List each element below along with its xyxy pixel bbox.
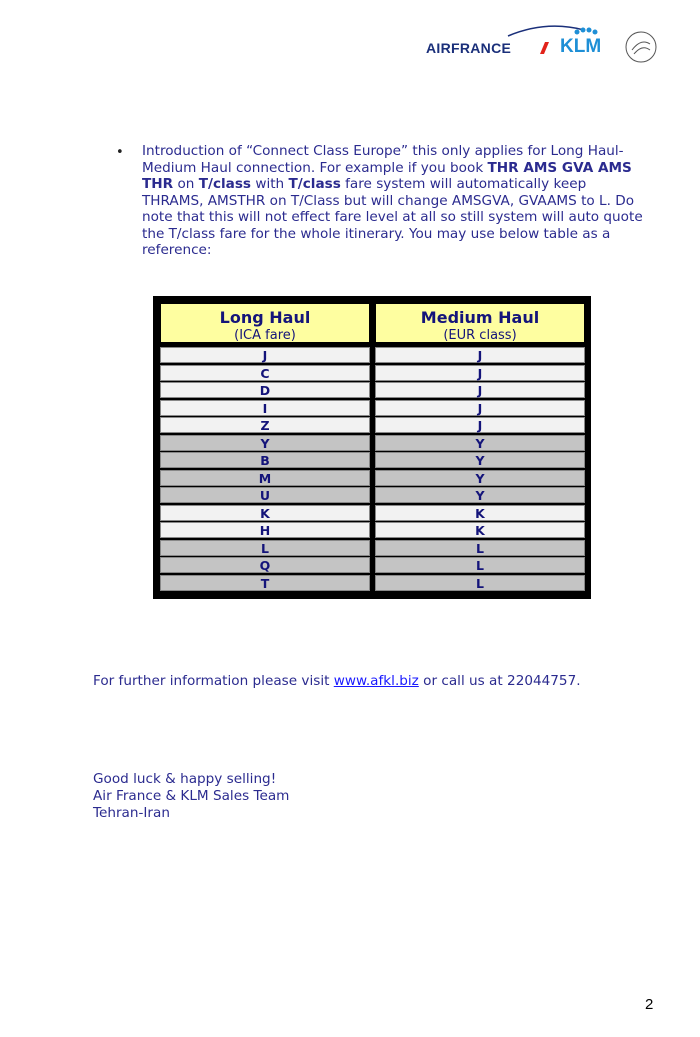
medium-haul-cell: Y: [375, 470, 585, 486]
bullet-paragraph: [142, 143, 646, 259]
airfrance-wordmark: AIRFRANCE: [426, 40, 512, 56]
medium-haul-cell: J: [375, 347, 585, 363]
long-haul-cell: U: [160, 487, 370, 503]
medium-haul-cell: K: [375, 505, 585, 521]
bullet-text-1: Introduction of “Connect Class Europe” this only applies for Long Haul-Medium Haul connection. For example if you book: [142, 143, 624, 176]
medium-haul-cell: J: [375, 382, 585, 398]
medium-haul-cell: K: [375, 522, 585, 538]
bullet-class-1: T/class: [198, 176, 252, 192]
medium-haul-cell: L: [375, 557, 585, 573]
medium-haul-column: [375, 347, 585, 592]
long-haul-cell: I: [160, 400, 370, 416]
airfrance-stripe-icon: [536, 42, 550, 54]
closing-line-2: Air France & KLM Sales Team: [93, 788, 290, 804]
info-suffix: or call us at 22044757.: [418, 673, 581, 689]
long-haul-cell: Z: [160, 417, 370, 433]
medium-haul-header: [375, 303, 585, 343]
medium-haul-cell: L: [375, 540, 585, 556]
long-haul-column: [160, 347, 370, 592]
skyteam-logo-icon: [624, 30, 658, 64]
klm-wordmark: KLM: [560, 36, 602, 57]
medium-haul-cell: J: [375, 400, 585, 416]
bullet-route: THR AMS GVA AMS THR: [142, 159, 632, 192]
medium-haul-cell: Y: [375, 435, 585, 451]
medium-haul-cell: Y: [375, 452, 585, 468]
long-haul-cell: Y: [160, 435, 370, 451]
medium-haul-cell: L: [375, 575, 585, 591]
long-haul-title: Long Haul: [219, 308, 311, 327]
long-haul-cell: J: [160, 347, 370, 363]
closing-block: [93, 771, 289, 822]
connect-class-bullet: [116, 143, 646, 259]
long-haul-cell: M: [160, 470, 370, 486]
closing-line-1: Good luck & happy selling!: [93, 771, 277, 787]
long-haul-cell: K: [160, 505, 370, 521]
long-haul-cell: D: [160, 382, 370, 398]
bullet-icon: •: [116, 145, 124, 160]
medium-haul-cell: J: [375, 417, 585, 433]
bullet-text-2: on: [173, 176, 199, 192]
further-info: [93, 673, 581, 689]
afkl-website-link[interactable]: www.afkl.biz: [333, 673, 419, 689]
bullet-text-4: fare system will automatically keep THRAMS, AMSTHR on T/Class but will change AMSGVA, GVAAMS to L. Do note that this will not effect fare level at all so still system will auto quote the T/class fare for the whole itinerary. You may use below table as a reference:: [142, 176, 643, 258]
long-haul-cell: B: [160, 452, 370, 468]
page-number: 2: [645, 996, 654, 1013]
long-haul-header: [160, 303, 370, 343]
long-haul-cell: C: [160, 365, 370, 381]
bullet-text-3: with: [251, 176, 289, 192]
long-haul-cell: Q: [160, 557, 370, 573]
long-haul-cell: L: [160, 540, 370, 556]
long-haul-cell: H: [160, 522, 370, 538]
info-prefix: For further information please visit: [93, 673, 334, 689]
bullet-class-2: T/class: [288, 176, 341, 192]
airfrance-klm-logo: [424, 24, 664, 68]
medium-haul-cell: Y: [375, 487, 585, 503]
fare-class-table: [153, 296, 591, 599]
medium-haul-subtitle: (EUR class): [443, 328, 517, 343]
closing-line-3: Tehran-Iran: [93, 805, 170, 821]
long-haul-subtitle: (ICA fare): [234, 328, 296, 343]
medium-haul-title: Medium Haul: [420, 308, 540, 327]
medium-haul-cell: J: [375, 365, 585, 381]
long-haul-cell: T: [160, 575, 370, 591]
